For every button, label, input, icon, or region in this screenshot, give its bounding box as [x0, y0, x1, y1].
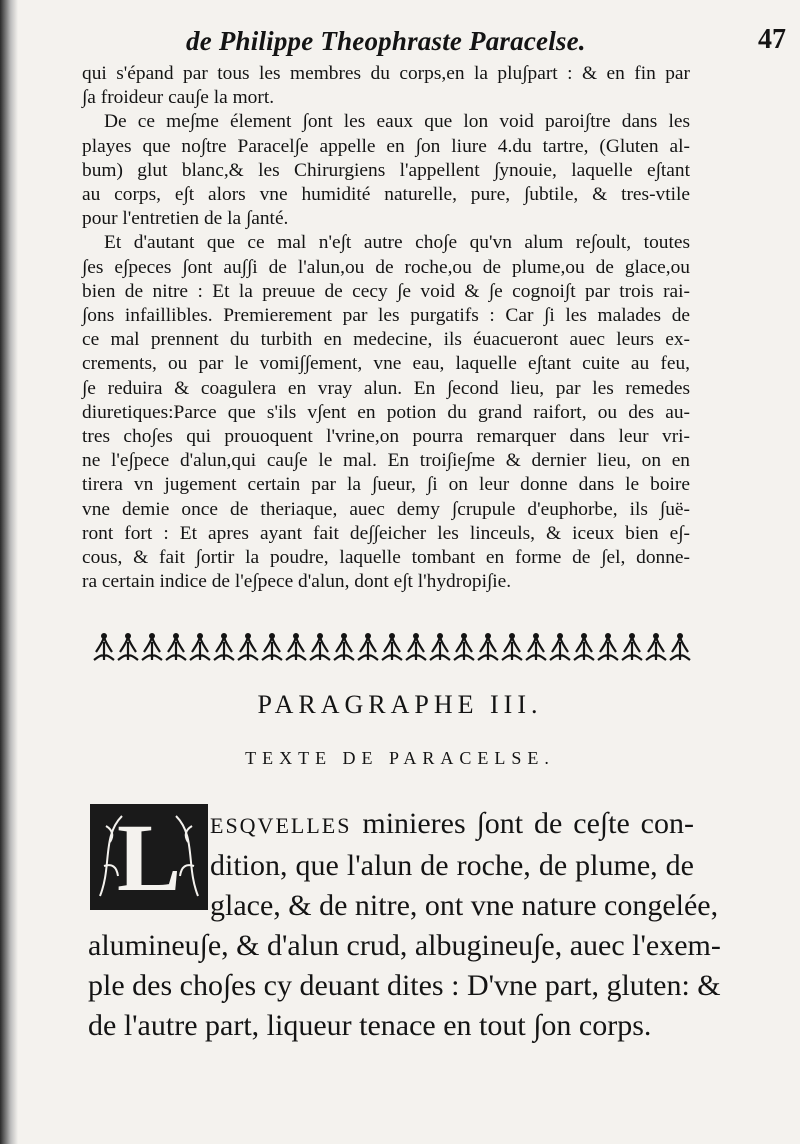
- fleuron-icon: [430, 636, 450, 660]
- fleuron-icon: [214, 636, 234, 660]
- smallcaps-word: ESQVELLES: [210, 813, 352, 838]
- fleuron-icon: [622, 636, 642, 660]
- fleuron-bud-icon: [149, 633, 155, 639]
- text-line: alumineu∫e, & d'alun crud, albugineu∫e, auec l'exem-: [88, 929, 721, 962]
- page-gutter-shadow: [0, 0, 18, 1144]
- fleuron-border-ornament: [92, 630, 692, 664]
- fleuron-bud-icon: [245, 633, 251, 639]
- fleuron-icon: [142, 636, 162, 660]
- fleuron-bud-icon: [605, 633, 611, 639]
- fleuron-bud-icon: [125, 633, 131, 639]
- text-line: [88, 804, 694, 846]
- fleuron-icon: [406, 636, 426, 660]
- fleuron-bud-icon: [197, 633, 203, 639]
- fleuron-bud-icon: [629, 633, 635, 639]
- commentary-text: [82, 62, 690, 594]
- fleuron-icon: [166, 636, 186, 660]
- fleuron-bud-icon: [581, 633, 587, 639]
- fleuron-icon: [502, 636, 522, 660]
- fleuron-bud-icon: [221, 633, 227, 639]
- fleuron-bud-icon: [101, 633, 107, 639]
- fleuron-bud-icon: [293, 633, 299, 639]
- text-line: ∫a froideur cau∫e la mort.: [82, 87, 275, 109]
- fleuron-bud-icon: [557, 633, 563, 639]
- fleuron-bud-icon: [341, 633, 347, 639]
- text-line: diuretiques:Parce que s'ils v∫ent en potion du grand raifort, ou des au-: [82, 401, 690, 423]
- fleuron-icon: [598, 636, 618, 660]
- fleuron-icon: [118, 636, 138, 660]
- text-line: ront fort : Et apres ayant fait de∫∫eicher les linceuls, & iceux bien e∫-: [82, 522, 690, 544]
- text-line: bien de nitre : Et la preuue de cecy ∫e void & ∫e cognoi∫t par trois rai-: [82, 280, 690, 302]
- fleuron-icon: [670, 636, 690, 660]
- fleuron-bud-icon: [677, 633, 683, 639]
- initial-letter: L: [116, 804, 182, 911]
- fleuron-bud-icon: [461, 633, 467, 639]
- text-line: de l'autre part, liqueur tenace en tout ∫on corps.: [88, 1009, 652, 1042]
- fleuron-icon: [286, 636, 306, 660]
- fleuron-bud-icon: [485, 633, 491, 639]
- fleuron-icon: [358, 636, 378, 660]
- text-line: bum) glut blanc,& les Chirurgiens l'appellent ∫ynouie, laquelle e∫tant: [82, 159, 690, 181]
- paracelsus-text: [88, 804, 721, 1046]
- text-line: ne l'e∫pece d'alun,qui cau∫e le mal. En troi∫ie∫me & dernier lieu, on en: [82, 450, 690, 472]
- fleuron-bud-icon: [269, 633, 275, 639]
- fleuron-bud-icon: [437, 633, 443, 639]
- text-line: De ce me∫me élement ∫ont les eaux que lon void paroi∫tre dans les: [104, 111, 690, 133]
- fleuron-icon: [478, 636, 498, 660]
- fleuron-bud-icon: [317, 633, 323, 639]
- text-line: vne demie once de theriaque, auec demy ∫crupule d'euphorbe, ils ∫uë-: [82, 498, 690, 520]
- fleuron-icon: [334, 636, 354, 660]
- fleuron-icon: [94, 636, 114, 660]
- text-line: crements, ou par le vomi∫∫ement, vne eau, laquelle e∫tant cuite au feu,: [82, 353, 690, 375]
- fleuron-bud-icon: [365, 633, 371, 639]
- section-subheading: TEXTE DE PARACELSE.: [245, 748, 555, 768]
- text-line: ra certain indice de l'e∫pece d'alun, dont e∫t l'hydropi∫ie.: [82, 571, 512, 593]
- text-line: ∫e reduira & coagulera en vray alun. En ∫econd lieu, par les remedes: [82, 377, 690, 399]
- text-line: au corps, e∫t alors vne humidité naturelle, pure, ∫ubtile, & tres-vtile: [82, 184, 690, 206]
- text-line: dition, que l'alun de roche, de plume, de: [210, 849, 694, 882]
- text-line: tres cho∫es qui prouoquent l'vrine,on pourra remarquer dans leur vri-: [82, 426, 690, 448]
- fleuron-icon: [262, 636, 282, 660]
- text-fragment: minieres ∫ont de ce∫te con-: [351, 807, 694, 840]
- fleuron-bud-icon: [653, 633, 659, 639]
- text-line: Et d'autant que ce mal n'e∫t autre cho∫e qu'vn alum re∫oult, toutes: [104, 232, 690, 254]
- fleuron-bud-icon: [509, 633, 515, 639]
- text-line: ∫ons infaillibles. Premierement par les purgatifs : Car ∫i les malades de: [82, 305, 690, 327]
- fleuron-icon: [382, 636, 402, 660]
- fleuron-bud-icon: [413, 633, 419, 639]
- fleuron-bud-icon: [173, 633, 179, 639]
- text-line: ∫es e∫peces ∫ont au∫∫i de l'alun,ou de roche,ou de plume,ou de glace,ou: [82, 256, 690, 278]
- fleuron-icon: [310, 636, 330, 660]
- fleuron-icon: [190, 636, 210, 660]
- text-line: playes que no∫tre Paracel∫e appelle en ∫on liure 4.du tartre, (Gluten al-: [82, 135, 690, 157]
- fleuron-icon: [526, 636, 546, 660]
- text-line: ce mal prennent du turbith en medecine, ils éuacueront auec leurs ex-: [82, 329, 690, 351]
- text-line: ple des cho∫es cy deuant dites : D'vne part, gluten: &: [88, 969, 721, 1002]
- fleuron-icon: [550, 636, 570, 660]
- text-line: qui s'épand par tous les membres du corps,en la plu∫part : & en fin par: [82, 63, 690, 84]
- running-title: de Philippe Theophraste Paracelse.: [186, 26, 586, 56]
- text-line: pour l'entretien de la ∫anté.: [82, 208, 289, 230]
- fleuron-bud-icon: [533, 633, 539, 639]
- fleuron-icon: [574, 636, 594, 660]
- page-number: 47: [758, 24, 786, 55]
- fleuron-icon: [238, 636, 258, 660]
- text-line: tirera vn jugement certain par la ∫ueur, ∫i on leur donne dans le boire: [82, 474, 690, 496]
- text-line: cous, & fait ∫ortir la poudre, laquelle tombant en forme de ∫el, donne-: [82, 547, 690, 569]
- paragraph-heading: PARAGRAPHE III.: [257, 690, 543, 719]
- fleuron-bud-icon: [389, 633, 395, 639]
- fleuron-icon: [646, 636, 666, 660]
- running-header: [180, 22, 786, 62]
- fleuron-icon: [454, 636, 474, 660]
- text-line: glace, & de nitre, ont vne nature congelée,: [210, 889, 719, 922]
